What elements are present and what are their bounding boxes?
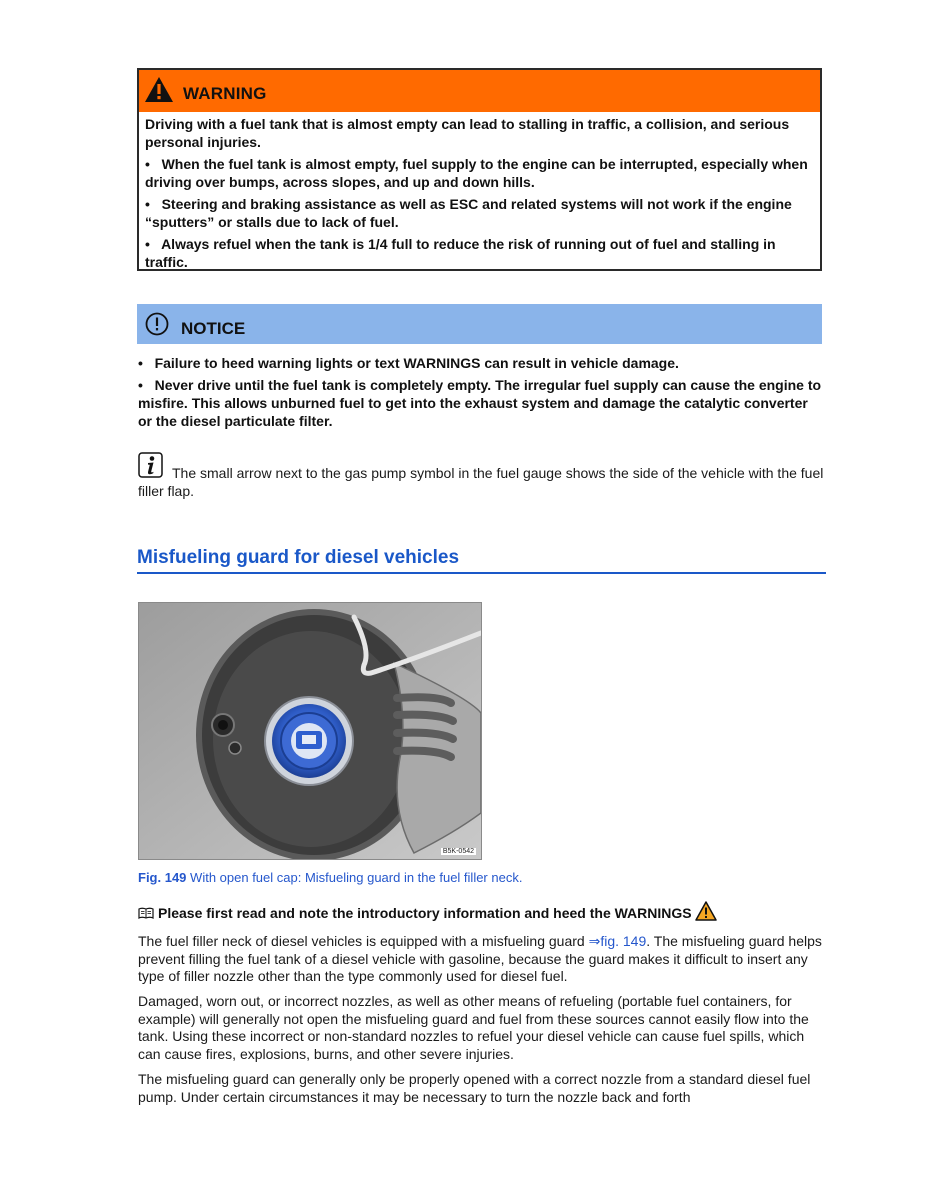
warning-triangle-icon <box>144 76 174 103</box>
section-heading: Misfueling guard for diesel vehicles <box>137 547 460 568</box>
figure-caption-text: With open fuel cap: Misfueling guard in the fuel filler neck. <box>190 870 523 885</box>
read-first-notice <box>138 901 717 921</box>
warning-intro: Driving with a fuel tank that is almost empty can lead to stalling in traffic, a collision, and serious personal injuries. <box>145 116 790 150</box>
notice-bullet <box>138 376 824 430</box>
warning-bullet <box>145 195 815 231</box>
warning-bullet-text: Steering and braking assistance as well as ESC and related systems will not work if the engine “sputters” or stalls due to lack of fuel. <box>145 196 792 230</box>
warning-title: WARNING <box>183 84 267 103</box>
body-paragraph: Damaged, worn out, or incorrect nozzles, as well as other means of refueling (portable fuel containers, for example) will generally not open the misfueling guard and fuel from these sources cannot easily flow into the tank. Using these incorrect or non-standard nozzles to refuel your diesel vehicle can cause fuel spills, which can cause fires, explosions, burns, and other severe injuries. <box>138 993 809 1062</box>
notice-title: NOTICE <box>181 319 246 338</box>
figure-image <box>138 602 482 860</box>
notice-bullet-text: Failure to heed warning lights or text WARNINGS can result in vehicle damage. <box>154 355 679 371</box>
notice-bullet-text: Never drive until the fuel tank is completely empty. The irregular fuel supply can cause the engine to misfire. This allows unburned fuel to get into the exhaust system and damage the catalytic converter or the diesel particulate filter. <box>138 377 822 429</box>
bullet-marker: • <box>138 377 155 393</box>
figure-caption-label: Fig. 149 <box>138 870 187 885</box>
paragraph-text: The fuel filler neck of diesel vehicles is equipped with a misfueling guard <box>138 933 589 949</box>
warning-bullet <box>145 235 815 271</box>
open-book-icon <box>138 907 154 919</box>
fuel-filler-illustration <box>139 603 481 859</box>
cross-reference-arrow: ⇒ <box>588 933 601 949</box>
notice-header <box>137 304 822 344</box>
section-divider <box>137 572 826 574</box>
bullet-marker: • <box>145 196 162 212</box>
warning-bullet-text: When the fuel tank is almost empty, fuel supply to the engine can be interrupted, especially when driving over bumps, across slopes, and up and down hills. <box>145 156 808 190</box>
figure-caption <box>138 870 522 885</box>
bullet-marker: • <box>138 355 155 371</box>
paragraph-text: . The misfueling guard helps prevent filling the fuel tank of a diesel vehicle with gasoline, because the guard makes it difficult to insert any type of filler nozzle other than the type commonly used for diesel fuel. <box>138 933 822 985</box>
bullet-marker: • <box>145 236 162 252</box>
read-first-text: Please first read and note the introductory information and heed the WARNINGS <box>158 905 692 921</box>
warning-bullet-text: Always refuel when the tank is 1/4 full to reduce the risk of running out of fuel and stalling in traffic. <box>145 236 776 270</box>
bullet-marker: • <box>145 156 162 172</box>
figure-link[interactable]: fig. 149 <box>600 933 647 949</box>
figure-code: B5K-0542 <box>442 848 474 855</box>
warning-header <box>139 70 820 112</box>
notice-bullet <box>138 354 824 372</box>
warning-bullet <box>145 155 815 191</box>
warning-box <box>137 68 822 271</box>
info-note-text: The small arrow next to the gas pump symbol in the fuel gauge shows the side of the vehicle with the fuel filler flap. <box>138 465 824 499</box>
body-paragraph <box>138 933 828 986</box>
warning-triangle-icon[interactable] <box>695 901 717 921</box>
notice-exclamation-icon <box>145 312 169 336</box>
body-paragraph: The misfueling guard can generally only be properly opened with a correct nozzle from a standard diesel fuel pump. Under certain circumstances it may be necessary to turn the nozzle back and forth <box>138 1071 811 1105</box>
